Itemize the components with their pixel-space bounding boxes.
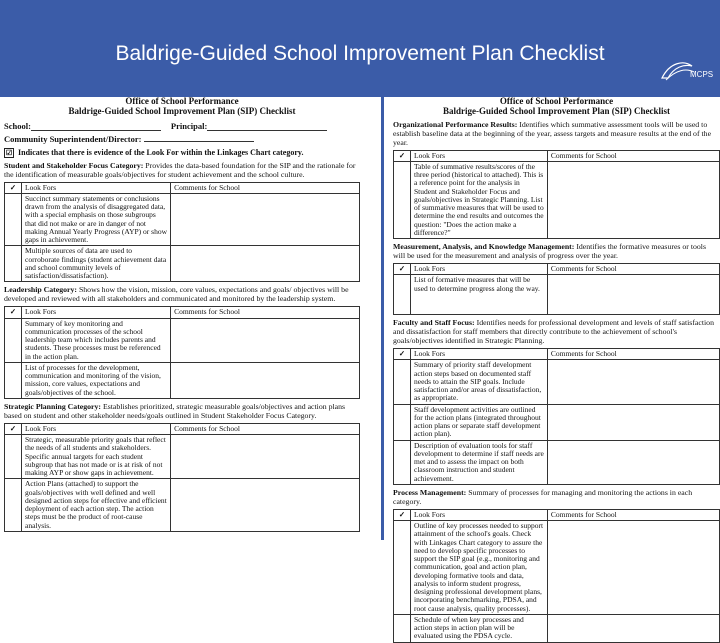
table-row xyxy=(5,362,360,398)
table-row xyxy=(5,318,360,362)
look-fors-table xyxy=(4,182,360,283)
section-description: Shows how the vision, mission, core values, expectations and goals/ objectives will be developed and reviewed with all stakeholders and communicated and monitored by the leadership system. xyxy=(4,285,349,304)
check-icon: ✓ xyxy=(394,349,411,360)
section-description: Summary of processes for managing and monitoring the actions in each category. xyxy=(393,487,693,506)
check-cell[interactable] xyxy=(5,435,22,479)
section-title: Process Management: xyxy=(393,487,467,497)
section-description: Identifies which summative assessment tools will be used to establish baseline data at the beginning of the year, assess targets and measure results at the end of the year. xyxy=(393,119,712,147)
legend-text: Indicates that there is evidence of the Look For within the Linkages Chart category. xyxy=(18,147,304,157)
legend-row xyxy=(4,148,360,158)
look-fors-header: Look Fors xyxy=(22,423,171,434)
section-description: Identifies the formative measures or tools will be used for the measurement and analysis of progress over the year. xyxy=(393,242,707,261)
slide-title: Baldrige-Guided School Improvement Plan Checklist xyxy=(115,42,605,65)
comment-cell[interactable] xyxy=(547,440,719,484)
section-description: Establishes prioritized, strategic measurable goals/objectives and action plans based on student and other stakeholder needs/goals outlined in Student Stakeholder Focus Category. xyxy=(4,401,346,420)
document-title: Baldrige-Guided School Improvement Plan (SIP) Checklist xyxy=(68,105,296,116)
comment-cell[interactable] xyxy=(547,614,719,642)
look-for-text: Action Plans (attached) to support the goals/objectives with well defined and well designed action steps for effective and efficient deployment of each action step. The action steps must be the product of root-cause analysis. xyxy=(22,479,171,532)
comments-header: Comments for School xyxy=(547,264,719,275)
table-row xyxy=(394,440,720,484)
check-icon: ✓ xyxy=(394,264,411,275)
student-section xyxy=(4,162,360,283)
look-for-text: Strategic, measurable priority goals that reflect the needs of all students and stakeholders. Specific annual targets for each student subgroup that has not made or is at risk of not making AYP or show gaps in achievement. xyxy=(22,435,171,479)
look-fors-header: Look Fors xyxy=(411,509,548,520)
comments-header: Comments for School xyxy=(171,182,360,193)
table-row xyxy=(5,435,360,479)
section-title: Leadership Category: xyxy=(4,285,77,295)
table-row xyxy=(394,161,720,238)
table-row xyxy=(394,275,720,315)
comment-cell[interactable] xyxy=(171,435,360,479)
office-heading: Office of School Performance xyxy=(499,96,614,106)
section-title: Organizational Performance Results: xyxy=(393,119,518,129)
school-label: School: xyxy=(4,120,31,131)
comment-cell[interactable] xyxy=(547,404,719,440)
leadership-section xyxy=(4,286,360,398)
comment-cell[interactable] xyxy=(171,479,360,532)
look-for-text: Description of evaluation tools for staff development to determine if staff needs are met and to assess the impact on both classroom instruction and student achievement. xyxy=(411,440,548,484)
look-for-text: Summary of priority staff development action steps based on documented staff needs to attain the SIP goals. Include satisfaction and/or areas of dissatisfaction, as appropriate. xyxy=(411,360,548,404)
check-cell[interactable] xyxy=(394,275,411,315)
look-fors-table xyxy=(393,263,720,315)
comment-cell[interactable] xyxy=(547,275,719,315)
look-for-text: Multiple sources of data are used to corroborate findings (student achievement data and school community levels of satisfaction/dissatisfaction). xyxy=(22,246,171,282)
school-field[interactable] xyxy=(31,122,161,132)
check-cell[interactable] xyxy=(394,440,411,484)
table-row xyxy=(5,246,360,282)
section-title: Faculty and Staff Focus: xyxy=(393,318,475,328)
look-fors-header: Look Fors xyxy=(411,150,548,161)
org-results-section xyxy=(393,121,720,239)
superintendent-label: Community Superintendent/Director: xyxy=(4,134,142,145)
check-cell[interactable] xyxy=(394,614,411,642)
look-for-text: Staff development activities are outlined for the action plans (integrated throughout action plans or separate staff development action plan). xyxy=(411,404,548,440)
look-for-text: Table of summative results/scores of the three period (historical to attached). This is a reference point for the analysis in Student and Stakeholder Focus and goals/objectives in Strategic Planning. List of summative measures that will be used to determine the end results and outcomes the question: "Does the action make a difference?" xyxy=(411,161,548,238)
principal-label: Principal: xyxy=(170,120,208,131)
check-cell[interactable] xyxy=(5,318,22,362)
comment-cell[interactable] xyxy=(547,360,719,404)
check-icon: ✓ xyxy=(5,423,22,434)
check-icon: ✓ xyxy=(5,182,22,193)
measurement-section xyxy=(393,243,720,315)
comment-cell[interactable] xyxy=(171,246,360,282)
check-icon: ✓ xyxy=(394,509,411,520)
document-title: Baldrige-Guided School Improvement Plan (SIP) Checklist xyxy=(442,105,671,116)
look-fors-table xyxy=(4,306,360,399)
look-for-text: Outline of key processes needed to support attainment of the school's goals. Check with Linkages Chart category to assure the need to develop specific processes to support the SIP goal (e.g., monitoring and communication, goal and action plan, developing formative tools and data, analysis to inform student progress, designing professional development plans, incorporating benchmarking, PDSA, and root cause analysis, quality processes). xyxy=(411,521,548,615)
look-fors-header: Look Fors xyxy=(22,307,171,318)
look-for-text: Summary of key monitoring and communication processes of the school leadership team which includes parents and students. These processes must be referenced in the action plan. xyxy=(22,318,171,362)
look-for-text: Succinct summary statements or conclusions drawn from the analysis of disaggregated data, with a special emphasis on those subgroups that did not make or are in danger of not making Annual Yearly Progress (AYP) or show gaps in achievement. xyxy=(22,193,171,246)
check-cell[interactable] xyxy=(5,193,22,246)
look-fors-table xyxy=(393,509,720,643)
comments-header: Comments for School xyxy=(171,307,360,318)
check-icon: ✓ xyxy=(5,307,22,318)
superintendent-row xyxy=(4,135,360,145)
right-checklist-page xyxy=(393,96,720,641)
left-checklist-page xyxy=(4,97,360,540)
faculty-section xyxy=(393,319,720,485)
look-fors-table xyxy=(4,423,360,532)
section-title: Student and Stakeholder Focus Category: xyxy=(4,160,144,170)
section-description: Provides the data-based foundation for the SIP and the rationale for the identification of measurable goals/objectives for student achievement and the school culture. xyxy=(4,160,356,179)
principal-field[interactable] xyxy=(207,122,327,132)
office-heading: Office of School Performance xyxy=(125,96,239,106)
comments-header: Comments for School xyxy=(171,423,360,434)
comments-header: Comments for School xyxy=(547,349,719,360)
look-for-text: List of processes for the development, communication and monitoring of the vision, mission, core values, expectations and goals/objectives of the school. xyxy=(22,362,171,398)
table-row xyxy=(394,404,720,440)
comment-cell[interactable] xyxy=(171,318,360,362)
comments-header: Comments for School xyxy=(547,509,719,520)
slide-header xyxy=(0,0,720,97)
check-cell[interactable] xyxy=(394,404,411,440)
superintendent-field[interactable] xyxy=(144,141,254,142)
look-for-text: List of formative measures that will be used to determine progress along the way. xyxy=(411,275,548,315)
look-fors-header: Look Fors xyxy=(22,182,171,193)
check-cell[interactable] xyxy=(5,246,22,282)
check-icon: ✓ xyxy=(394,150,411,161)
strategic-section xyxy=(4,403,360,532)
table-row xyxy=(5,193,360,246)
school-principal-row xyxy=(4,122,360,132)
comment-cell[interactable] xyxy=(171,193,360,246)
table-row xyxy=(394,360,720,404)
look-fors-table xyxy=(393,348,720,485)
logo-text: MCPS xyxy=(690,70,714,79)
check-cell[interactable] xyxy=(394,360,411,404)
table-row xyxy=(5,479,360,532)
check-cell[interactable] xyxy=(5,362,22,398)
checkbox-icon: ☑ xyxy=(5,148,13,157)
comment-cell[interactable] xyxy=(547,161,719,238)
process-section xyxy=(393,489,720,643)
look-for-text: Schedule of when key processes and action steps in action plan will be evaluated using the PDSA cycle. xyxy=(411,614,548,642)
table-row xyxy=(394,614,720,642)
page-divider xyxy=(381,97,384,540)
check-cell[interactable] xyxy=(394,161,411,238)
section-description: Identifies needs for professional development and levels of staff satisfaction and dissatisfaction for staff members that directly contribute to the achievement of school's goals/objectives identified in Strategic Planning. xyxy=(393,318,714,346)
comment-cell[interactable] xyxy=(171,362,360,398)
look-fors-header: Look Fors xyxy=(411,349,548,360)
section-title: Strategic Planning Category: xyxy=(4,401,102,411)
comment-cell[interactable] xyxy=(547,521,719,615)
look-fors-header: Look Fors xyxy=(411,264,548,275)
comments-header: Comments for School xyxy=(547,150,719,161)
check-cell[interactable] xyxy=(5,479,22,532)
table-row xyxy=(394,521,720,615)
section-title: Measurement, Analysis, and Knowledge Management: xyxy=(393,242,575,252)
check-cell[interactable] xyxy=(394,521,411,615)
look-fors-table xyxy=(393,150,720,240)
